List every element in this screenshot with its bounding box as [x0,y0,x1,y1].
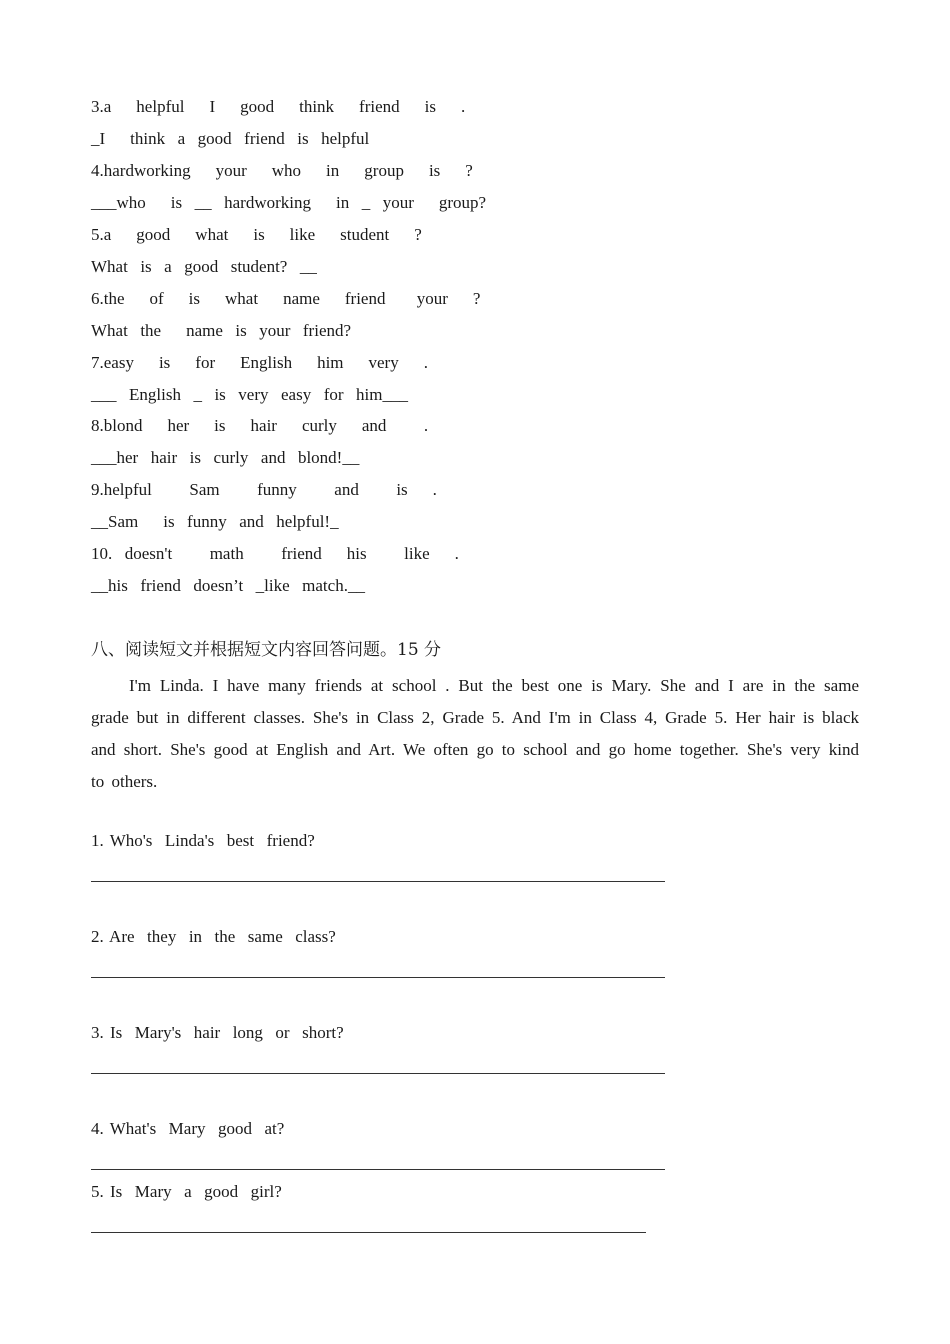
answer-line-3[interactable] [91,1073,665,1074]
scramble-answer-3: _I think a good friend is helpful [91,129,370,148]
scramble-answer-4: ___who is __ hardworking in _ your group? [91,193,487,212]
answer-line-5[interactable] [91,1232,646,1233]
scramble-answer-5: What is a good student? __ [91,257,317,276]
scramble-answer-8: ___her hair is curly and blond!__ [91,448,360,467]
reading-question-4: 4. What's Mary good at? [91,1119,285,1138]
scramble-prompt-5: 5.a good what is like student ? [91,225,422,244]
scramble-answer-9: __Sam is funny and helpful!_ [91,512,339,531]
reading-question-2: 2. Are they in the same class? [91,927,336,946]
reading-section-heading: 八、阅读短文并根据短文内容回答问题。15 分 [91,640,442,660]
reading-question-5: 5. Is Mary a good girl? [91,1182,282,1201]
scramble-prompt-6: 6.the of is what name friend your ? [91,289,481,308]
answer-line-1[interactable] [91,881,665,882]
scramble-answer-10: __his friend doesn’t _like match.__ [91,576,365,595]
answer-line-2[interactable] [91,977,665,978]
scramble-answer-6: What the name is your friend? [91,321,352,340]
scramble-prompt-10: 10. doesn't math friend his like . [91,544,459,563]
scramble-answer-7: ___ English _ is very easy for him___ [91,385,408,404]
scramble-prompt-4: 4.hardworking your who in group is ? [91,161,473,180]
reading-passage: I'm Linda. I have many friends at school . But the best one is Mary. She and I are in the same grade but in different classes. She's in Class 2, Grade 5. And I'm in Class 4, Grade 5. Her hair is black and short. She's good at English and Art. We often go to school and go home together. She's very kind to others. [91,676,859,791]
scramble-prompt-3: 3.a helpful I good think friend is . [91,97,466,116]
reading-question-3: 3. Is Mary's hair long or short? [91,1023,344,1042]
scramble-prompt-7: 7.easy is for English him very . [91,353,428,372]
scramble-prompt-9: 9.helpful Sam funny and is . [91,480,437,499]
answer-line-4[interactable] [91,1169,665,1170]
scramble-prompt-8: 8.blond her is hair curly and . [91,416,429,435]
reading-question-1: 1. Who's Linda's best friend? [91,831,315,850]
